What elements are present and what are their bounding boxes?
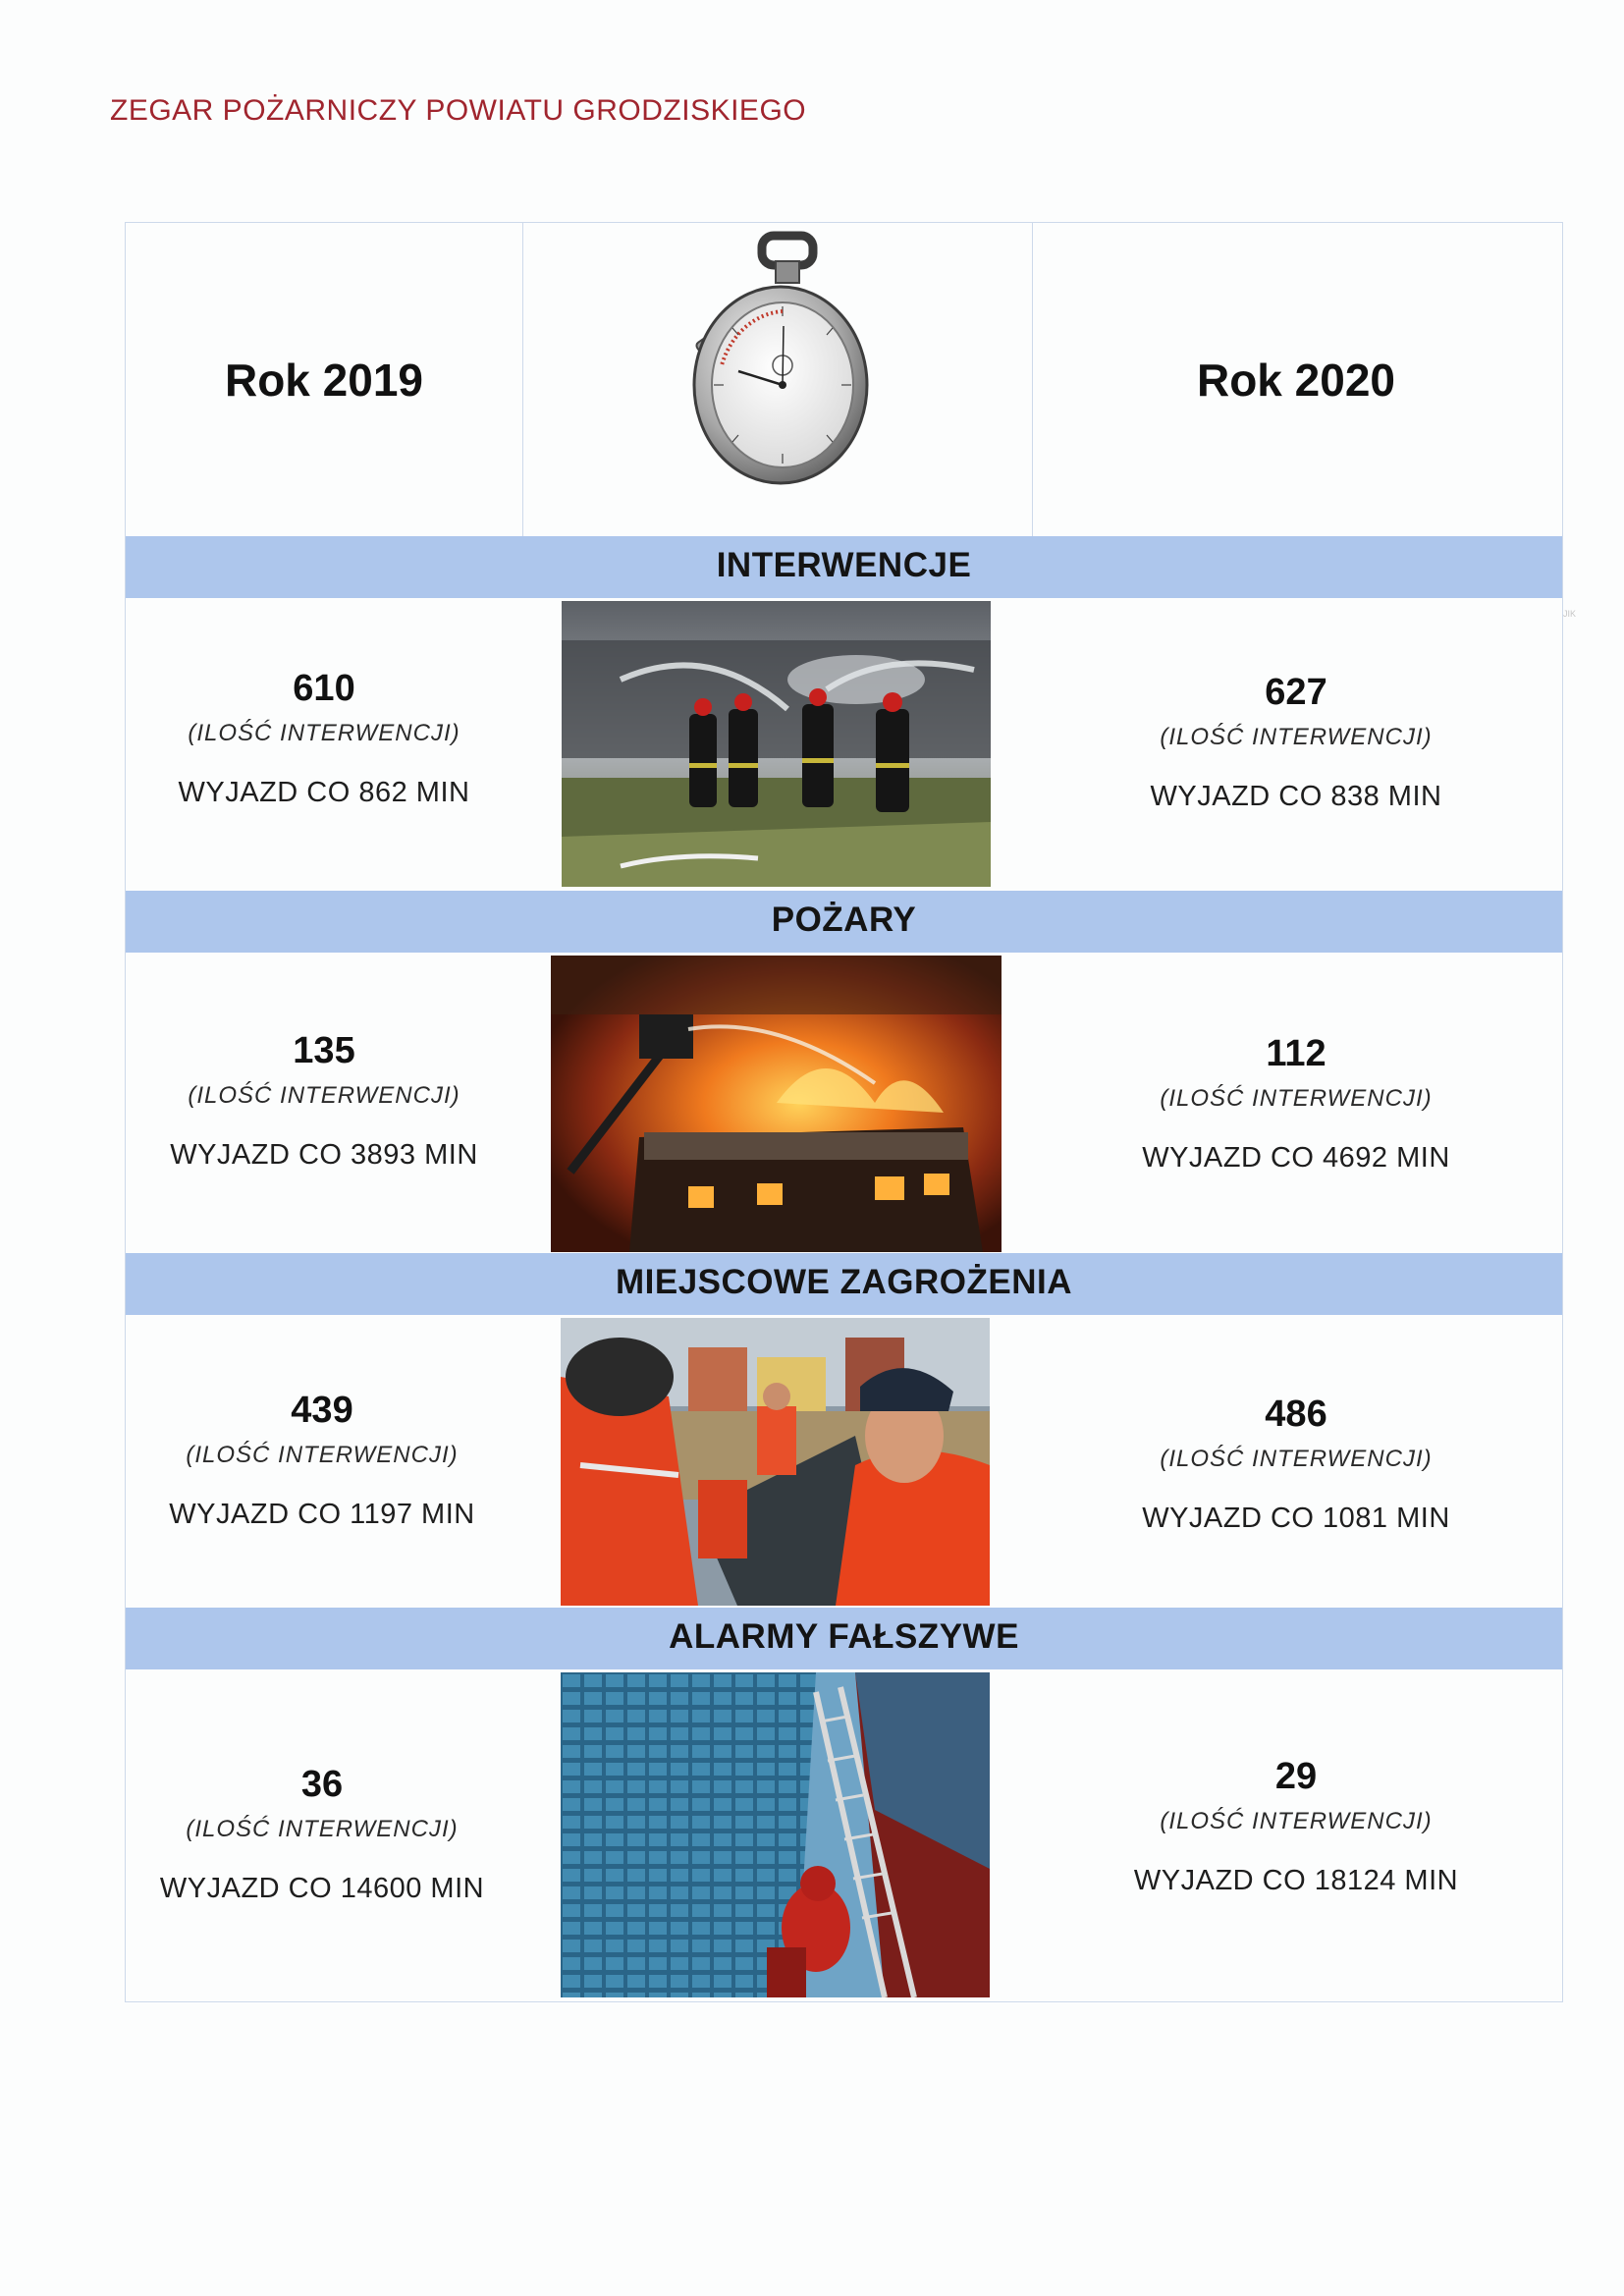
flood-rescue-photo <box>561 1318 990 1606</box>
fires-2019-cell <box>128 1030 520 1172</box>
fires-2019-departure: WYJAZD CO 3893 MIN <box>170 1139 478 1171</box>
year-2019-heading: Rok 2019 <box>224 355 423 406</box>
false-alarms-2019-count: 36 <box>300 1764 344 1805</box>
local-threats-2019-cell <box>126 1390 518 1531</box>
false-alarms-2020-note: (ILOŚĆ INTERWENCJI) <box>1160 1808 1433 1834</box>
year-2020-heading: Rok 2020 <box>1196 355 1395 406</box>
section-band-fires <box>126 891 1562 953</box>
page-title: ZEGAR POŻARNICZY POWIATU GRODZISKIEGO <box>110 94 807 127</box>
section-label-local-threats: MIEJSCOWE ZAGROŻENIA <box>615 1263 1073 1301</box>
fires-2019-count: 135 <box>293 1030 355 1071</box>
fires-2020-departure: WYJAZD CO 4692 MIN <box>1142 1142 1450 1174</box>
interventions-2019-departure: WYJAZD CO 862 MIN <box>178 777 470 808</box>
fires-2020-count: 112 <box>1266 1033 1326 1074</box>
interventions-2020-cell <box>1100 672 1492 813</box>
interventions-2020-count: 627 <box>1265 672 1327 713</box>
false-alarms-2020-cell <box>1100 1756 1492 1897</box>
false-alarms-2020-count: 29 <box>1274 1756 1318 1797</box>
fires-2020-note: (ILOŚĆ INTERWENCJI) <box>1160 1085 1433 1112</box>
local-threats-2020-departure: WYJAZD CO 1081 MIN <box>1142 1503 1450 1534</box>
false-alarms-2019-departure: WYJAZD CO 14600 MIN <box>159 1873 485 1904</box>
section-band-local-threats <box>126 1253 1562 1315</box>
stopwatch-icon <box>677 228 884 522</box>
fires-2019-note: (ILOŚĆ INTERWENCJI) <box>188 1082 460 1109</box>
burning-building-photo <box>551 956 1001 1252</box>
interventions-2019-note: (ILOŚĆ INTERWENCJI) <box>188 720 460 746</box>
local-threats-2020-cell <box>1100 1394 1492 1535</box>
fires-2020-cell <box>1100 1033 1492 1175</box>
interventions-2020-departure: WYJAZD CO 838 MIN <box>1150 781 1442 812</box>
header-divider-right <box>1032 222 1033 536</box>
header-divider-left <box>522 222 523 536</box>
ladder-on-building-photo <box>561 1672 990 1997</box>
section-band-false-alarms <box>126 1608 1562 1669</box>
false-alarms-2019-note: (ILOŚĆ INTERWENCJI) <box>186 1816 459 1842</box>
section-label-false-alarms: ALARMY FAŁSZYWE <box>669 1617 1019 1656</box>
interventions-2020-note: (ILOŚĆ INTERWENCJI) <box>1160 724 1433 750</box>
section-label-fires: POŻARY <box>771 901 917 939</box>
false-alarms-2019-cell <box>126 1764 518 1905</box>
local-threats-2019-departure: WYJAZD CO 1197 MIN <box>169 1499 475 1530</box>
interventions-2019-count: 610 <box>293 668 355 709</box>
local-threats-2020-count: 486 <box>1265 1394 1327 1435</box>
local-threats-2019-note: (ILOŚĆ INTERWENCJI) <box>186 1442 459 1468</box>
firefighters-with-hoses-photo <box>562 601 991 887</box>
scan-mark: JIK <box>1563 609 1577 619</box>
interventions-2019-cell <box>128 668 520 809</box>
section-band-interventions <box>126 536 1562 598</box>
section-label-interventions: INTERWENCJE <box>716 546 972 584</box>
false-alarms-2020-departure: WYJAZD CO 18124 MIN <box>1133 1865 1459 1896</box>
local-threats-2020-note: (ILOŚĆ INTERWENCJI) <box>1160 1446 1433 1472</box>
local-threats-2019-count: 439 <box>291 1390 353 1431</box>
